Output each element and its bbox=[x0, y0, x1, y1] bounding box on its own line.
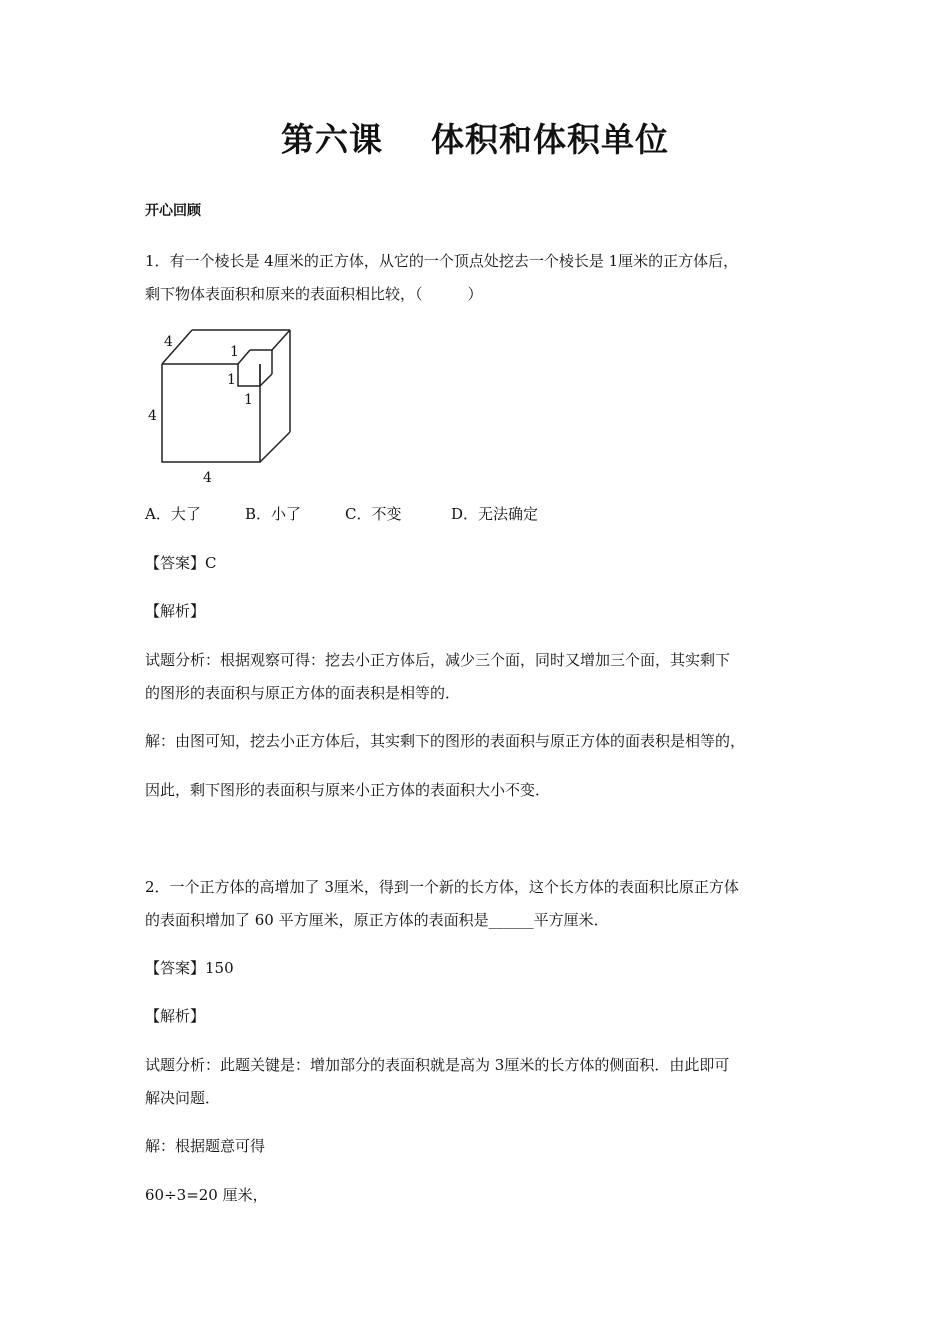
q1-analysis-line-1: 试题分析：根据观察可得：挖去小正方体后，减少三个面，同时又增加三个面，其实剩下 bbox=[145, 651, 731, 669]
label-cut-bottom-1: 1 bbox=[244, 392, 253, 408]
q2-line-2: 的表面积增加了 60 平方厘米，原正方体的表面积是______平方厘米． bbox=[145, 911, 609, 929]
label-bottom-4: 4 bbox=[203, 470, 212, 486]
q1-solution-line-1: 解：由图可知，挖去小正方体后，其实剩下的图形的表面积与原正方体的面表积是相等的， bbox=[145, 732, 746, 750]
cube-side-bottom-edge bbox=[260, 432, 290, 462]
cube-front-face-edge bbox=[162, 364, 260, 462]
q2-solution-line-2: 60÷3=20 厘米， bbox=[145, 1186, 268, 1204]
q2-line-1: 2．一个正方体的高增加了 3厘米，得到一个新的长方体，这个长方体的表面积比原正方体 bbox=[145, 878, 739, 896]
cut-bottom-edge bbox=[260, 374, 272, 386]
label-cut-top-1: 1 bbox=[230, 344, 239, 360]
q1-answer: 【答案】C bbox=[145, 554, 217, 572]
q2-analysis-line-2: 解决问题． bbox=[145, 1089, 221, 1107]
q2-analysis-line-1: 试题分析：此题关键是：增加部分的表面积就是高为 3厘米的长方体的侧面积．由此即可 bbox=[145, 1056, 730, 1074]
q2-answer: 【答案】150 bbox=[145, 959, 234, 977]
cube-figure bbox=[140, 322, 310, 487]
page-title bbox=[0, 114, 950, 161]
q1-solution-line-2: 因此，剩下图形的表面积与原来小正方体的表面积大小不变． bbox=[145, 781, 551, 799]
q2-analysis-heading: 【解析】 bbox=[145, 1007, 206, 1025]
option-c: C．不变 bbox=[345, 505, 402, 523]
cut-front-face bbox=[238, 364, 260, 386]
title-lesson: 第六课 bbox=[281, 120, 383, 159]
title-topic: 体积和体积单位 bbox=[431, 120, 669, 159]
cut-top-edge-a bbox=[238, 350, 250, 364]
q1-analysis-line-2: 的图形的表面积与原正方体的面表积是相等的． bbox=[145, 684, 461, 702]
q1-analysis-heading: 【解析】 bbox=[145, 602, 206, 620]
q1-options bbox=[145, 503, 538, 524]
label-left-4: 4 bbox=[148, 408, 157, 424]
label-top-4: 4 bbox=[164, 334, 173, 350]
q2-solution-line-1: 解：根据题意可得 bbox=[145, 1137, 266, 1155]
option-a: A．大了 bbox=[145, 505, 201, 523]
q1-line-2: 剩下物体表面积和原来的表面积相比较，（ ） bbox=[145, 285, 483, 303]
cut-back-top-edge bbox=[272, 330, 290, 350]
option-d: D．无法确定 bbox=[451, 505, 539, 523]
option-b: B．小了 bbox=[245, 505, 302, 523]
section-heading: 开心回顾 bbox=[145, 203, 201, 219]
label-cut-left-1: 1 bbox=[227, 372, 236, 388]
q1-line-1: 1．有一个棱长是 4厘米的正方体，从它的一个顶点处挖去一个棱长是 1厘米的正方体后， bbox=[145, 252, 739, 270]
